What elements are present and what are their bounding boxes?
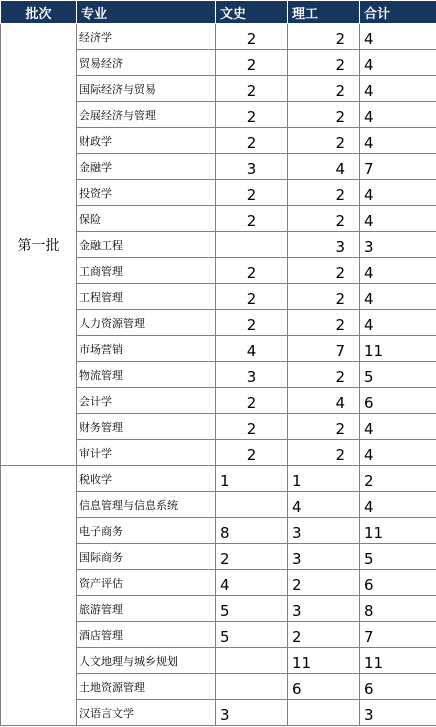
total-cell: 5 (360, 362, 436, 388)
major-cell: 金融工程 (77, 232, 216, 258)
total-cell: 4 (360, 258, 436, 284)
science-cell: 2 (288, 622, 360, 648)
arts-cell: 2 (216, 180, 288, 206)
science-cell: 2 (288, 50, 360, 76)
total-cell: 4 (360, 76, 436, 102)
total-cell: 7 (360, 154, 436, 180)
total-cell: 5 (360, 544, 436, 570)
science-cell: 2 (288, 362, 360, 388)
major-cell: 会展经济与管理 (77, 102, 216, 128)
arts-cell: 3 (216, 362, 288, 388)
science-cell: 2 (288, 258, 360, 284)
arts-cell: 8 (216, 518, 288, 544)
arts-cell: 4 (216, 570, 288, 596)
table-row (1, 466, 436, 492)
science-cell: 2 (288, 102, 360, 128)
total-cell: 11 (360, 336, 436, 362)
total-cell: 6 (360, 570, 436, 596)
arts-cell: 2 (216, 76, 288, 102)
total-cell: 4 (360, 492, 436, 518)
major-cell: 贸易经济 (77, 50, 216, 76)
major-cell: 土地资源管理 (77, 674, 216, 700)
arts-cell: 2 (216, 50, 288, 76)
arts-cell (216, 674, 288, 700)
arts-cell: 2 (216, 206, 288, 232)
major-cell: 信息管理与信息系统 (77, 492, 216, 518)
arts-cell: 2 (216, 258, 288, 284)
major-cell: 工程管理 (77, 284, 216, 310)
arts-cell: 4 (216, 336, 288, 362)
header-row (1, 1, 436, 24)
science-cell (288, 700, 360, 726)
arts-cell: 2 (216, 388, 288, 414)
arts-cell: 2 (216, 440, 288, 466)
major-cell: 经济学 (77, 24, 216, 50)
science-cell: 2 (288, 24, 360, 50)
total-cell: 3 (360, 700, 436, 726)
total-cell: 3 (360, 232, 436, 258)
total-cell: 4 (360, 284, 436, 310)
total-cell: 7 (360, 622, 436, 648)
major-cell: 会计学 (77, 388, 216, 414)
science-cell: 1 (288, 466, 360, 492)
arts-cell: 5 (216, 622, 288, 648)
science-cell: 2 (288, 440, 360, 466)
header-major: 专业 (77, 1, 216, 24)
science-cell: 4 (288, 154, 360, 180)
total-cell: 6 (360, 674, 436, 700)
total-cell: 4 (360, 128, 436, 154)
science-cell: 6 (288, 674, 360, 700)
arts-cell: 2 (216, 128, 288, 154)
arts-cell: 2 (216, 414, 288, 440)
science-cell: 2 (288, 414, 360, 440)
major-cell: 电子商务 (77, 518, 216, 544)
arts-cell (216, 492, 288, 518)
table-body (1, 24, 436, 726)
arts-cell (216, 232, 288, 258)
total-cell: 8 (360, 596, 436, 622)
arts-cell: 1 (216, 466, 288, 492)
total-cell: 6 (360, 388, 436, 414)
major-cell: 国际经济与贸易 (77, 76, 216, 102)
science-cell: 2 (288, 76, 360, 102)
science-cell: 2 (288, 128, 360, 154)
header-arts: 文史 (216, 1, 288, 24)
arts-cell: 2 (216, 544, 288, 570)
table-row (1, 24, 436, 50)
major-cell: 财务管理 (77, 414, 216, 440)
major-cell: 国际商务 (77, 544, 216, 570)
total-cell: 4 (360, 414, 436, 440)
arts-cell: 5 (216, 596, 288, 622)
major-cell: 资产评估 (77, 570, 216, 596)
header-batch: 批次 (1, 1, 77, 24)
major-cell: 汉语言文学 (77, 700, 216, 726)
major-cell: 工商管理 (77, 258, 216, 284)
major-cell: 酒店管理 (77, 622, 216, 648)
header-science: 理工 (288, 1, 360, 24)
total-cell: 4 (360, 440, 436, 466)
total-cell: 4 (360, 50, 436, 76)
major-cell: 人力资源管理 (77, 310, 216, 336)
major-cell: 审计学 (77, 440, 216, 466)
science-cell: 2 (288, 206, 360, 232)
major-cell: 财政学 (77, 128, 216, 154)
arts-cell: 2 (216, 24, 288, 50)
total-cell: 2 (360, 466, 436, 492)
major-cell: 金融学 (77, 154, 216, 180)
major-cell: 投资学 (77, 180, 216, 206)
table-header (1, 1, 436, 24)
arts-cell: 2 (216, 310, 288, 336)
science-cell: 4 (288, 492, 360, 518)
total-cell: 4 (360, 24, 436, 50)
arts-cell: 2 (216, 284, 288, 310)
arts-cell: 2 (216, 102, 288, 128)
science-cell: 2 (288, 180, 360, 206)
science-cell: 7 (288, 336, 360, 362)
arts-cell: 3 (216, 700, 288, 726)
major-cell: 市场营销 (77, 336, 216, 362)
total-cell: 4 (360, 310, 436, 336)
science-cell: 2 (288, 310, 360, 336)
major-cell: 旅游管理 (77, 596, 216, 622)
science-cell: 2 (288, 570, 360, 596)
batch-cell (1, 466, 77, 726)
total-cell: 4 (360, 180, 436, 206)
total-cell: 4 (360, 206, 436, 232)
science-cell: 3 (288, 596, 360, 622)
science-cell: 3 (288, 544, 360, 570)
science-cell: 3 (288, 232, 360, 258)
arts-cell: 3 (216, 154, 288, 180)
science-cell: 2 (288, 284, 360, 310)
total-cell: 11 (360, 518, 436, 544)
total-cell: 11 (360, 648, 436, 674)
science-cell: 4 (288, 388, 360, 414)
arts-cell (216, 648, 288, 674)
batch-cell: 第一批 (1, 24, 77, 466)
major-cell: 税收学 (77, 466, 216, 492)
science-cell: 11 (288, 648, 360, 674)
major-cell: 人文地理与城乡规划 (77, 648, 216, 674)
total-cell: 4 (360, 102, 436, 128)
science-cell: 3 (288, 518, 360, 544)
major-cell: 保险 (77, 206, 216, 232)
header-total: 合计 (360, 1, 436, 24)
major-cell: 物流管理 (77, 362, 216, 388)
